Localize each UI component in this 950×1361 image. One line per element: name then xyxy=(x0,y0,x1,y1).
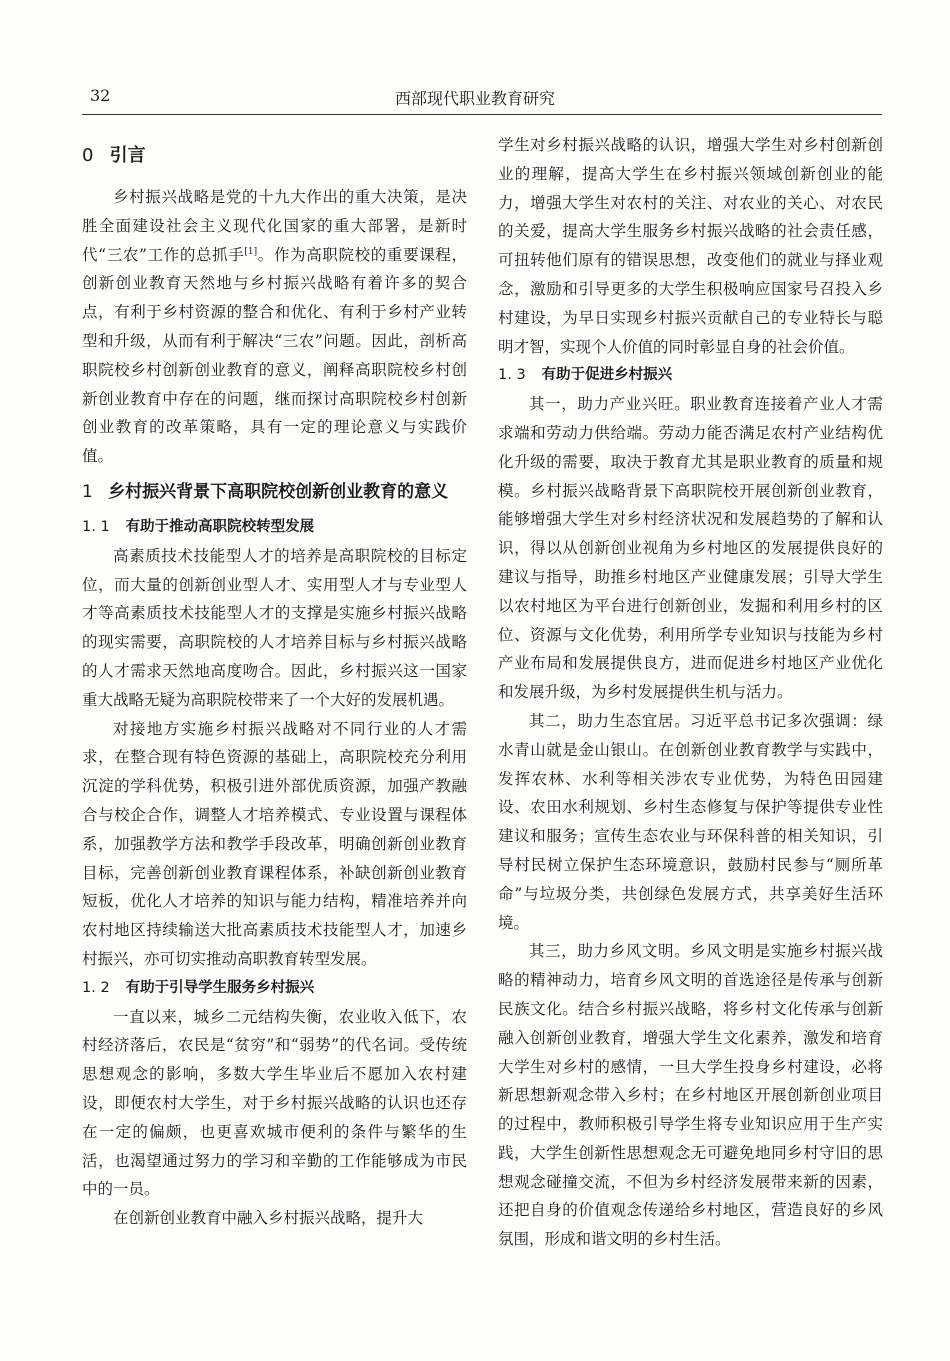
paragraph: 其一，助力产业兴旺。职业教育连接着产业人才需求端和劳动力供给端。劳动力能否满足农村产业结构优化升级的需要，取决于教育尤其是职业教育的质量和规模。乡村振兴战略背景下高职院校开展创新创业教育，能够增强大学生对乡村经济状况和发展趋势的了解和认识，得以从创新创业视角为乡村地区的发展提供良好的建议与指导，助推乡村地区产业健康发展；引导大学生以农村地区为平台进行创新创业，发掘和利用乡村的区位、资源与文化优势，利用所学专业知识与技能为乡村产业布局和发展提供良方，进而促进乡村地区产业优化和发展升级，为乡村发展提供生机与活力。 xyxy=(498,395,883,702)
paragraph: 一直以来，城乡二元结构失衡，农业收入低下，农村经济落后，农民是“贫穷”和“弱势”的代名词。受传统思想观念的影响，多数大学生毕业后不愿加入农村建设，即便农村大学生，对于乡村振兴战略的认识也还存在一定的偏颇，也更喜欢城市便利的条件与繁华的生活，也渴望通过努力的学习和辛勤的工作能够成为市民中的一员。 xyxy=(82,1007,467,1199)
journal-title: 西部现代职业教育研究 xyxy=(394,89,555,108)
left-column xyxy=(82,131,467,1233)
subsection-number: 1. 1 xyxy=(82,518,110,535)
section-number: 1 xyxy=(82,481,93,502)
paragraph: 其三，助力乡风文明。乡风文明是实施乡村振兴战略的精神动力，培育乡风文明的首选途径是传承与创新民族文化。结合乡村振兴战略，将乡村文化传承与创新融入创新创业教育，增强大学生文化素养，激发和培育大学生对乡村的感情，一旦大学生投身乡村建设，必将新思想新观念带入乡村；在乡村地区开展创新创业项目的过程中，教师积极引导学生将专业知识应用于生产实践，大学生创新性思想观念无可避免地同乡村守旧的思想观念碰撞交流，不但为乡村经济发展带来新的因素，还把自身的价值观念传递给乡村地区，营造良好的乡风氛围，形成和谐文明的乡村生活。 xyxy=(498,942,883,1249)
subsection-number: 1. 3 xyxy=(498,367,526,384)
paragraph-continued: 学生对乡村振兴战略的认识，增强大学生对乡村创新创业的理解，提高大学生在乡村振兴领域创新创业的能力，增强大学生对农村的关注、对农业的关心、对农民的关爱，提高大学生服务乡村振兴战略的社会责任感，可扭转他们原有的错误思想，改变他们的就业与择业观念，激励和引导更多的大学生积极响应国家号召投入乡村建设，为早日实现乡村振兴贡献自己的专业特长与聪明才智，实现个人价值的同时彰显自身的社会价值。 xyxy=(498,136,883,356)
right-column xyxy=(498,131,883,1254)
paragraph: 高素质技术技能型人才的培养是高职院校的目标定位，而大量的创新创业型人才、实用型人才与专业型人才等高素质技术技能型人才的支撑是实施乡村振兴战略的现实需要，高职院校的人才培养目标与乡村振兴战略的人才需求天然地高度吻合。因此，乡村振兴这一国家重大战略无疑为高职院校带来了一个大好的发展机遇。 xyxy=(82,546,467,709)
header-rule xyxy=(82,114,882,115)
section-heading-1 xyxy=(82,477,467,507)
paragraph-text: 。作为高职院校的重要课程，创新创业教育天然地与乡村振兴战略有着许多的契合点，有利于乡村资源的整合和优化、有利于乡村产业转型和升级，从而有利于解决“三农”问题。因此，剖析高职院校乡村创新创业教育的意义，阐释高职院校乡村创新创业教育中存在的问题，继而探讨高职院校乡村创新创业教育的改革策略，具有一定的理论意义与实践价值。 xyxy=(82,245,467,466)
subsection-heading-1-2 xyxy=(82,974,467,1003)
paragraph: 其二，助力生态宜居。习近平总书记多次强调：绿水青山就是金山银山。在创新创业教育教学与实践中，发挥农林、水利等相关涉农专业优势，为特色田园建设、农田水利规划、乡村生态修复与保护等提供专业性建议和服务；宣传生态农业与环保科普的相关知识，引导村民树立保护生态环境意识，鼓励村民参与“厕所革命”与垃圾分类，共创绿色发展方式，共享美好生活环境。 xyxy=(498,711,883,932)
subsection-heading-1-3 xyxy=(498,361,883,390)
subsection-heading-1-1 xyxy=(82,513,467,542)
subsection-title: 有助于引导学生服务乡村振兴 xyxy=(125,979,315,996)
citation-ref: [1] xyxy=(244,246,258,257)
paragraph: 在创新创业教育中融入乡村振兴战略，提升大 xyxy=(113,1209,424,1228)
section-title: 乡村振兴背景下高职院校创新创业教育的意义 xyxy=(108,481,449,502)
subsection-title: 有助于推动高职院校转型发展 xyxy=(125,518,315,535)
page-number: 32 xyxy=(90,86,111,105)
subsection-title: 有助于促进乡村振兴 xyxy=(541,367,673,384)
paragraph-text: 乡村振兴战略是党的十九大作出的重大决策，是决胜全面建设社会主义现代化国家的重大部署，是新时代“三农”工作的总抓手 xyxy=(82,188,467,264)
paragraph: 对接地方实施乡村振兴战略对不同行业的人才需求，在整合现有特色资源的基础上，高职院校充分利用沉淀的学科优势，积极引进外部优质资源，加强产教融合与校企合作，调整人才培养模式、专业设置与课程体系，加强教学方法和教学手段改革，明确创新创业教育目标，完善创新创业教育课程体系，补缺创新创业教育短板，优化人才培养的知识与能力结构，精准培养并向农村地区持续输送大批高素质技术技能型人才，加速乡村振兴，亦可切实推动高职教育转型发展。 xyxy=(82,719,467,968)
section-number: 0 xyxy=(82,145,94,166)
section-title: 引言 xyxy=(109,145,146,166)
subsection-number: 1. 2 xyxy=(82,979,110,996)
section-heading-introduction xyxy=(82,141,467,171)
paragraph xyxy=(82,183,467,471)
